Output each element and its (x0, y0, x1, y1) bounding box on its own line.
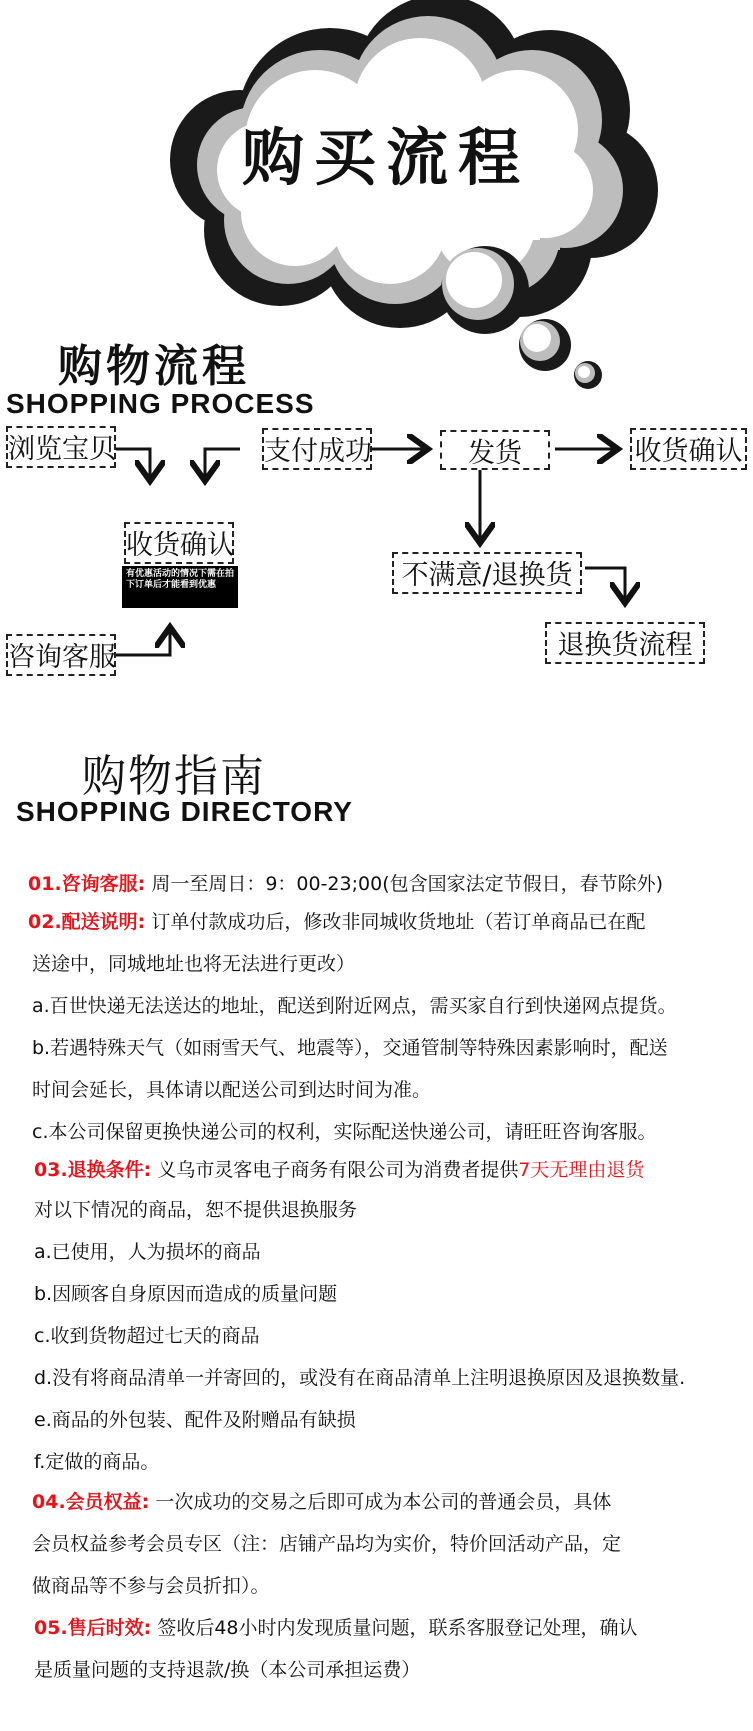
guide-line-20: 是质量问题的支持退款/换（本公司承担运费） (34, 1659, 421, 1681)
guide-line-12: c.收到货物超过七天的商品 (34, 1325, 260, 1347)
guide-text: 订单付款成功后，修改非同城收货地址（若订单商品已在配 (151, 911, 646, 933)
guide-label: 03.退换条件: (34, 1159, 152, 1181)
arrow-pay-confirm (205, 449, 240, 478)
guide-label: 04.会员权益: (32, 1491, 150, 1513)
guide-line-5: b.若遇特殊天气（如雨雪天气、地震等），交通管制等特殊因素影响时，配送 (32, 1037, 668, 1059)
step-browse: 浏览宝贝 (6, 426, 116, 468)
guide-line-17: 会员权益参考会员专区（注：店铺产品均为实价，特价回活动产品，定 (32, 1533, 622, 1555)
guide-line-8 (34, 1158, 644, 1182)
guide-highlight: 7天无理由退货 (518, 1159, 645, 1181)
step-consult: 咨询客服 (6, 634, 116, 676)
guide-label: 05.售后时效: (34, 1617, 152, 1639)
directory-title-cn: 购物指南 (82, 751, 266, 802)
process-title-cn: 购物流程 (58, 341, 250, 392)
guide-line-16 (32, 1490, 611, 1514)
guide-line-7: c.本公司保留更换快递公司的权利，实际配送快递公司，请旺旺咨询客服。 (32, 1121, 657, 1143)
arrow-unsatisfied-return (585, 568, 625, 600)
guide-text: 一次成功的交易之后即可成为本公司的普通会员，具体 (155, 1491, 612, 1513)
guide-text: 义乌市灵客电子商务有限公司为消费者提供 (157, 1159, 519, 1181)
guide-line-10: a.已使用，人为损坏的商品 (34, 1241, 261, 1263)
step-return-flow: 退换货流程 (545, 622, 705, 664)
guide-line-1 (28, 872, 663, 896)
process-title-en: SHOPPING PROCESS (6, 388, 315, 419)
step-pay: 支付成功 (262, 428, 372, 470)
guide-line-3: 送途中，同城地址也将无法进行更改） (32, 953, 356, 975)
guide-line-4: a.百世快递无法送达的地址，配送到附近网点，需买家自行到快递网点提货。 (32, 995, 677, 1017)
guide-text: 周一至周日：9：00-23;00(包含国家法定节假日，春节除外) (151, 873, 664, 895)
step-unsatisfied: 不满意/退换货 (392, 552, 582, 594)
arrow-browse-confirm (112, 449, 150, 478)
arrow-consult-confirm (112, 630, 170, 655)
guide-line-19 (34, 1616, 638, 1640)
guide-line-9: 对以下情况的商品，恕不提供退换服务 (34, 1199, 358, 1221)
directory-title-en: SHOPPING DIRECTORY (16, 796, 353, 827)
guide-text: 签收后48小时内发现质量问题，联系客服登记处理，确认 (157, 1617, 638, 1639)
discount-note: 有优惠活动的情况下需在拍下订单后才能看到优惠 (122, 566, 238, 608)
step-confirm-left: 收货确认 (124, 522, 234, 564)
guide-line-18: 做商品等不参与会员折扣）。 (32, 1575, 270, 1597)
guide-line-15: f.定做的商品。 (34, 1451, 160, 1473)
guide-line-11: b.因顾客自身原因而造成的质量问题 (34, 1283, 338, 1305)
guide-line-14: e.商品的外包装、配件及附赠品有缺损 (34, 1409, 356, 1431)
guide-label: 01.咨询客服: (28, 873, 146, 895)
step-ship: 发货 (440, 430, 550, 470)
guide-line-13: d.没有将商品清单一并寄回的，或没有在商品清单上注明退换原因及退换数量. (34, 1367, 686, 1389)
guide-line-2 (28, 910, 645, 934)
cloud-title: 购买流程 (241, 121, 530, 194)
guide-label: 02.配送说明: (28, 911, 146, 933)
guide-line-6: 时间会延长，具体请以配送公司到达时间为准。 (32, 1079, 432, 1101)
step-confirm-right: 收货确认 (630, 428, 747, 470)
